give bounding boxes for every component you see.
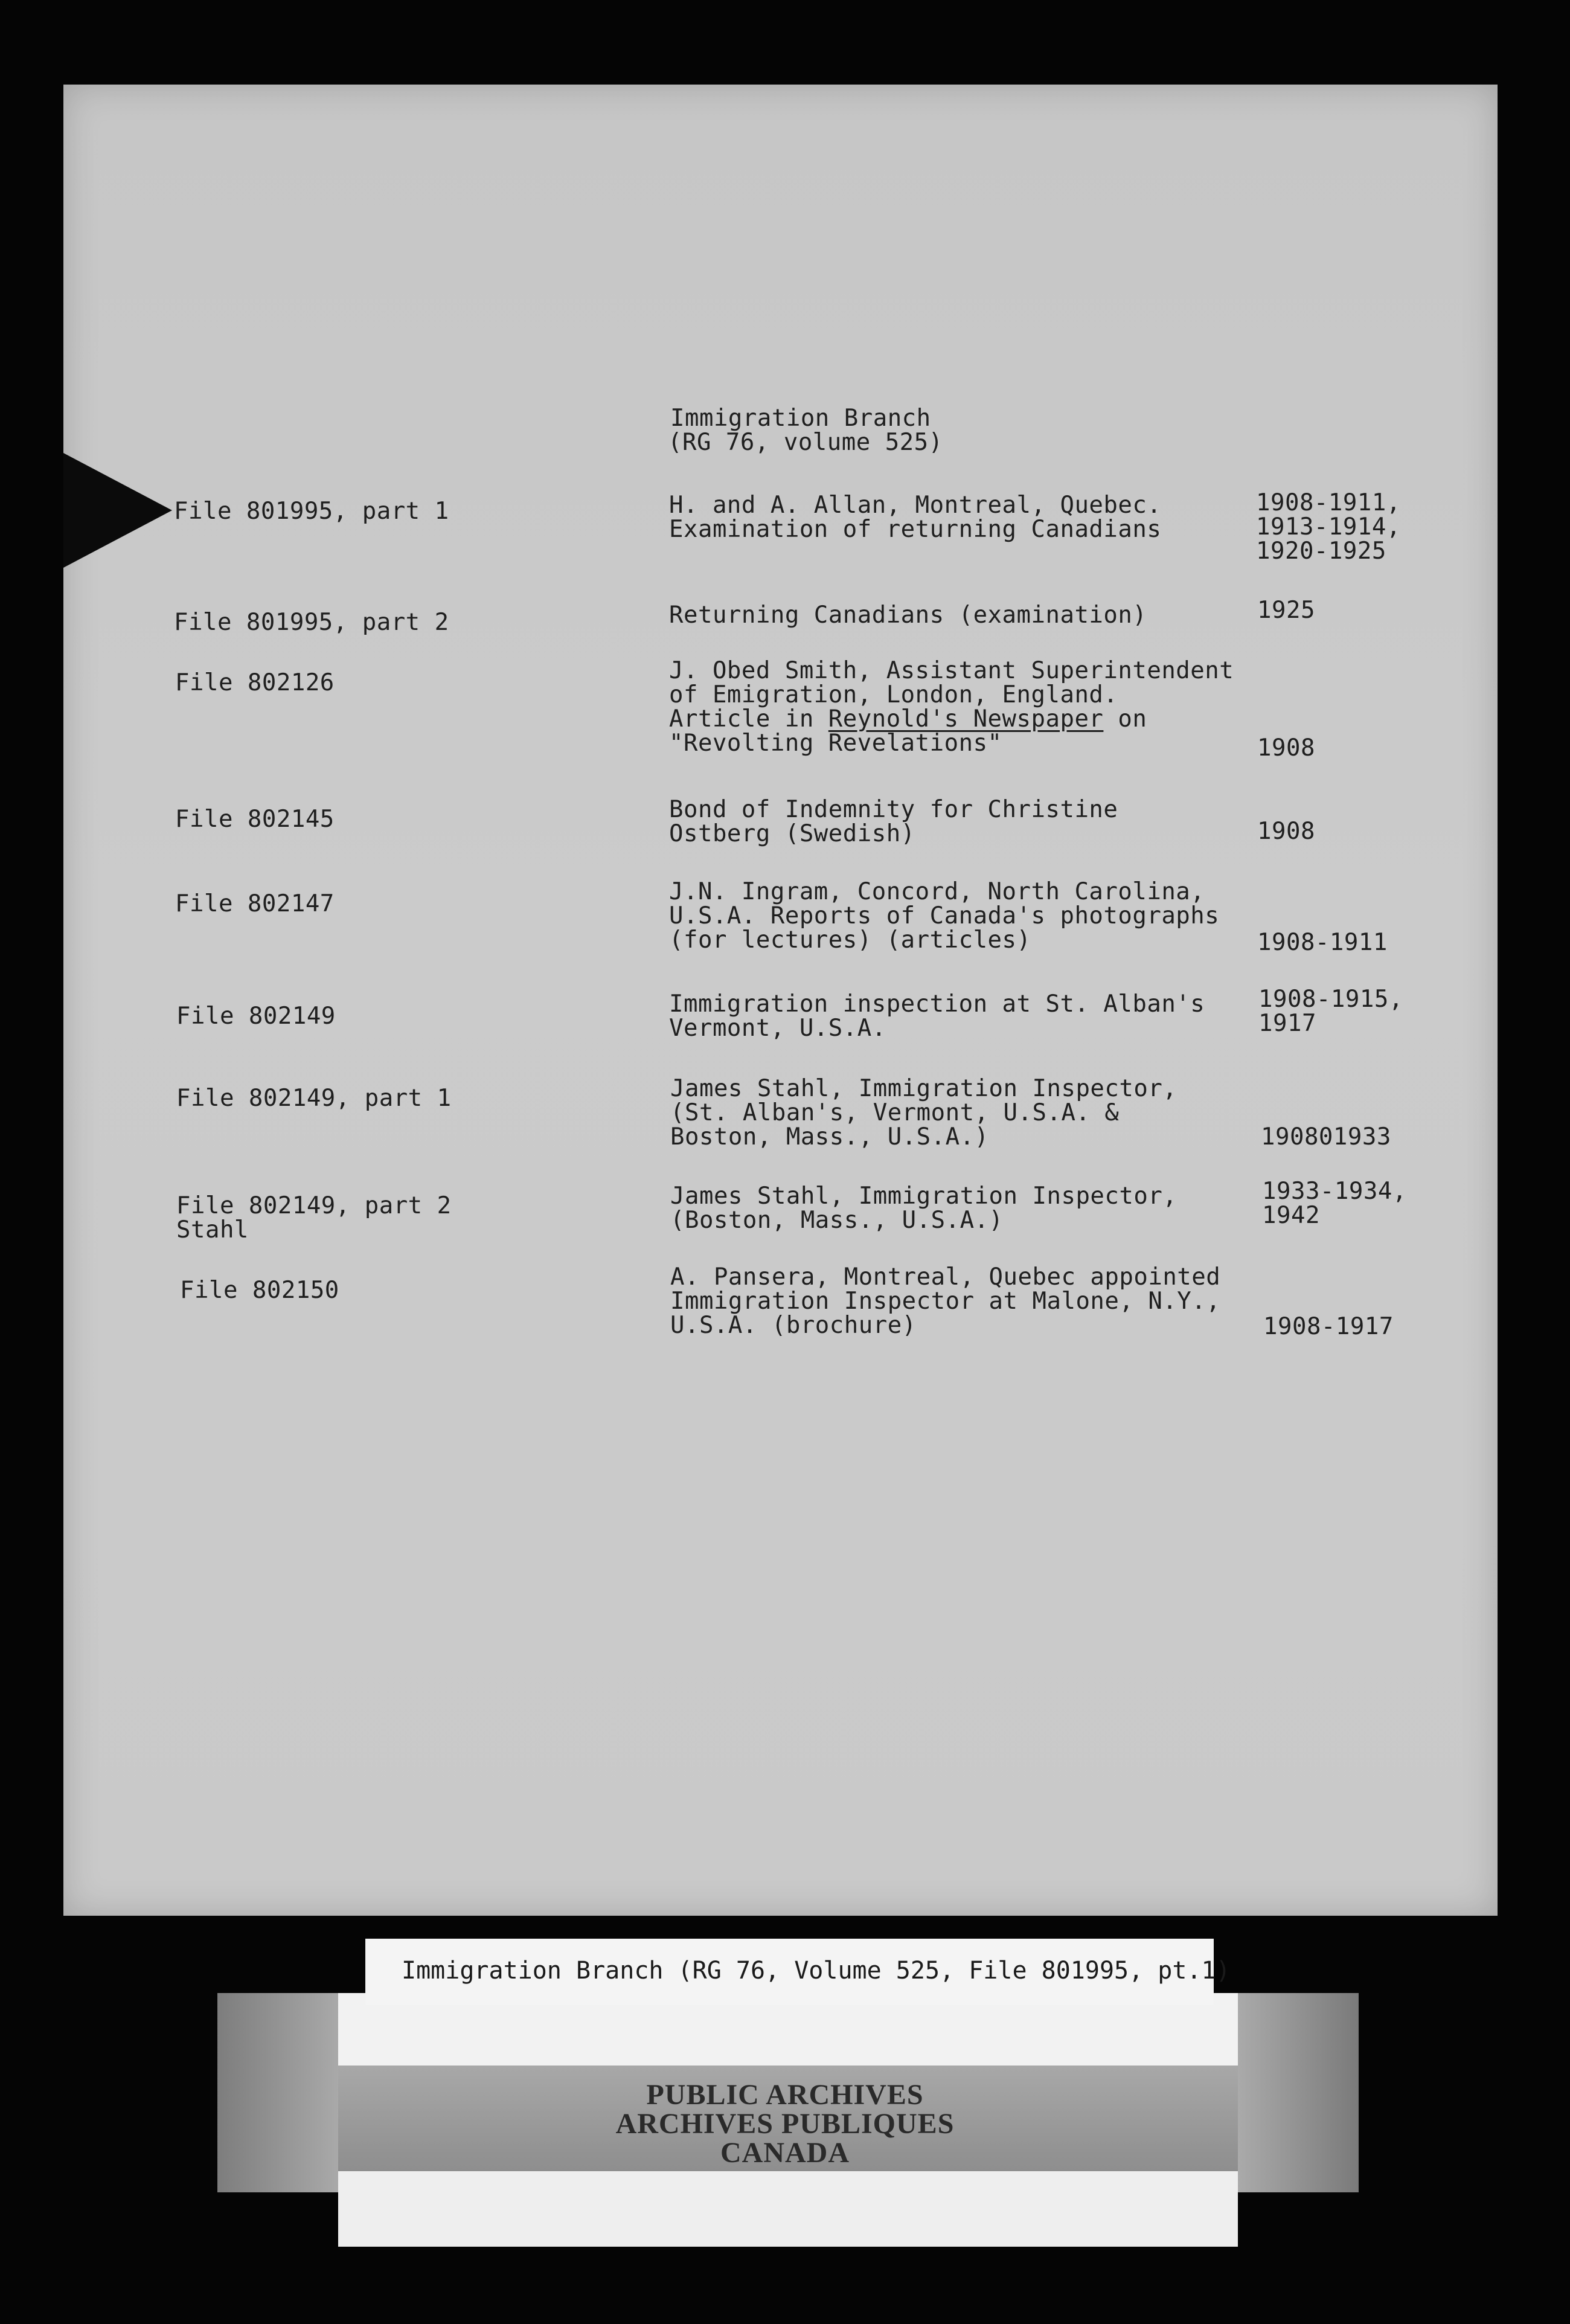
entry-dates: 1917 (1258, 1010, 1316, 1037)
entry-dates: 1908-1911 (1257, 929, 1388, 956)
file-number: File 801995, part 2 (174, 609, 449, 636)
file-number: File 802149, part 2 (176, 1192, 452, 1219)
entry-description: Immigration inspection at St. Alban's (669, 990, 1205, 1018)
entry-description: Ostberg (Swedish) (669, 820, 915, 847)
header-subtitle: (RG 76, volume 525) (668, 429, 943, 456)
file-label-card (365, 1939, 1231, 2005)
stamp-line: ARCHIVES PUBLIQUES (615, 2108, 955, 2140)
entry-description: "Revolting Revelations" (669, 730, 1002, 757)
stamp-line: CANADA (720, 2137, 850, 2169)
strip-edge-left (217, 1993, 338, 2192)
file-number: File 802149, part 1 (176, 1085, 452, 1112)
file-note: Stahl (176, 1216, 249, 1244)
entry-description: (Boston, Mass., U.S.A.) (670, 1207, 1004, 1234)
strip-edge-right (1238, 1993, 1359, 2192)
file-number: File 802147 (175, 890, 335, 917)
entry-dates: 1908 (1257, 734, 1315, 762)
entry-description: (St. Alban's, Vermont, U.S.A. & (670, 1099, 1120, 1126)
entry-dates: 1933-1934, (1262, 1178, 1407, 1205)
entry-description: of Emigration, London, England. (669, 681, 1118, 708)
entry-description: U.S.A. Reports of Canada's photographs (669, 902, 1220, 929)
pointer-arrow-icon (63, 453, 172, 568)
file-number: File 802145 (175, 806, 335, 833)
entry-description: A. Pansera, Montreal, Quebec appointed (670, 1263, 1221, 1291)
header-title: Immigration Branch (670, 405, 931, 432)
entry-dates: 1942 (1262, 1202, 1320, 1229)
entry-description: Examination of returning Canadians (669, 516, 1162, 543)
entry-description: J.N. Ingram, Concord, North Carolina, (669, 878, 1205, 905)
newspaper-title: Reynold's Newspaper (828, 705, 1104, 733)
stamp-line: PUBLIC ARCHIVES (646, 2079, 924, 2111)
archives-stamp (543, 2081, 1027, 2168)
strip-white-bottom (338, 2171, 1238, 2247)
entry-description: Returning Canadians (examination) (669, 602, 1147, 629)
entry-description: H. and A. Allan, Montreal, Quebec. (669, 492, 1162, 519)
entry-dates: 1925 (1257, 597, 1315, 624)
entry-description: Bond of Indemnity for Christine (669, 796, 1118, 823)
file-number: File 802149 (176, 1003, 336, 1030)
entry-description: J. Obed Smith, Assistant Superintendent (669, 657, 1234, 684)
entry-dates: 1908 (1257, 818, 1315, 845)
entry-dates: 190801933 (1261, 1123, 1391, 1151)
entry-dates: 1908-1915, (1258, 986, 1403, 1013)
entry-dates: 1913-1914, (1256, 513, 1401, 541)
file-number: File 801995, part 1 (174, 498, 449, 525)
file-label-text: Immigration Branch (RG 76, Volume 525, File 801995, pt.1) (402, 1957, 1231, 1985)
entry-description: Boston, Mass., U.S.A.) (670, 1123, 989, 1151)
entry-description: U.S.A. (brochure) (670, 1312, 917, 1339)
entry-description: (for lectures) (articles) (669, 926, 1031, 954)
file-number: File 802126 (175, 669, 335, 696)
entry-dates: 1908-1917 (1263, 1313, 1394, 1340)
entry-description: Immigration Inspector at Malone, N.Y., (670, 1288, 1221, 1315)
entry-description: Vermont, U.S.A. (669, 1015, 886, 1042)
entry-dates: 1908-1911, (1256, 489, 1401, 516)
entry-dates: 1920-1925 (1256, 538, 1386, 565)
entry-description: James Stahl, Immigration Inspector, (670, 1183, 1178, 1210)
entry-description: James Stahl, Immigration Inspector, (670, 1075, 1178, 1102)
entry-description-article: Article in Reynold's Newspaper on (669, 705, 1147, 733)
file-number: File 802150 (180, 1277, 339, 1304)
